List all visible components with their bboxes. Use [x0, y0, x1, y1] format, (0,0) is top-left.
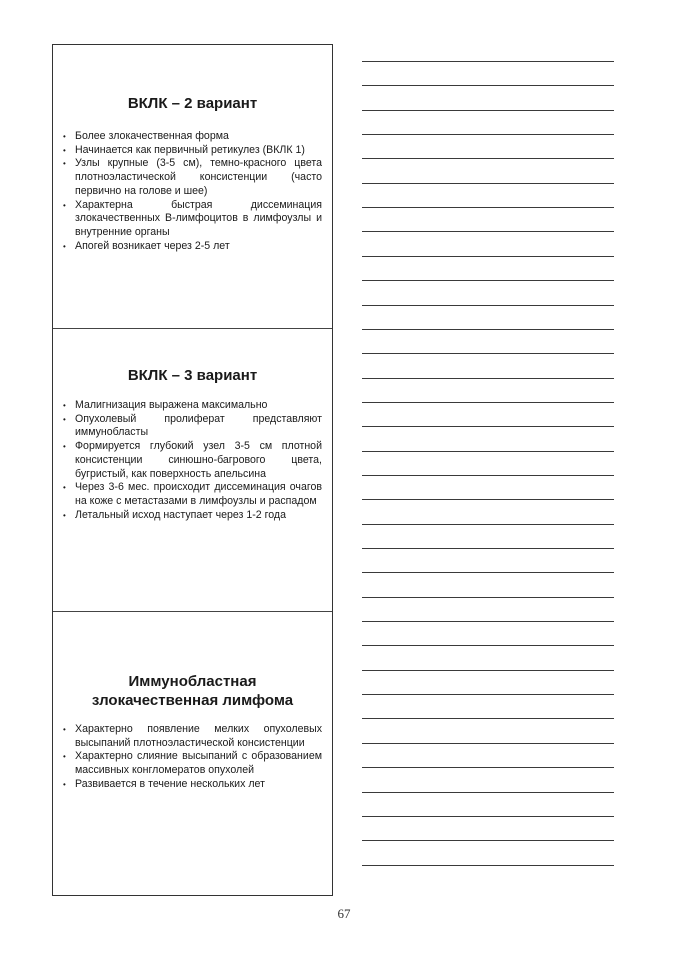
- note-line: [362, 743, 614, 744]
- note-line: [362, 378, 614, 379]
- list-item: • Формируется глубокий узел 3-5 см плотной консистенции синюшно-багрового цвета, бугристый, как поверхность апельсина: [63, 440, 322, 480]
- slides-column: [52, 44, 333, 896]
- notes-lines-area: [362, 0, 614, 900]
- slide-vklk-2: [53, 45, 332, 328]
- bullet-icon: •: [63, 442, 66, 452]
- note-line: [362, 110, 614, 111]
- list-item: • Малигнизация выражена максимально: [63, 399, 268, 411]
- note-line: [362, 548, 614, 549]
- note-line: [362, 451, 614, 452]
- list-item: • Характерно слияние высыпаний с образованием массивных конгломератов опухолей: [63, 750, 322, 777]
- note-line: [362, 426, 614, 427]
- note-line: [362, 524, 614, 525]
- list-item: • Через 3-6 мес. происходит диссеминация очагов на коже с метастазами в лимфоузлы и распадом: [63, 481, 322, 507]
- note-line: [362, 670, 614, 671]
- list-item: • Более злокачественная форма: [63, 130, 229, 142]
- note-line: [362, 816, 614, 817]
- note-line: [362, 694, 614, 695]
- bullet-icon: •: [63, 132, 66, 141]
- note-line: [362, 718, 614, 719]
- bullet-icon: •: [63, 483, 66, 493]
- note-line: [362, 280, 614, 281]
- note-line: [362, 792, 614, 793]
- note-line: [362, 353, 614, 354]
- bullet-icon: •: [63, 752, 66, 762]
- list-item: • Апогей возникает через 2-5 лет: [63, 239, 230, 252]
- note-line: [362, 475, 614, 476]
- list-item: • Начинается как первичный ретикулез (ВКЛК 1): [63, 143, 305, 156]
- note-line: [362, 61, 614, 62]
- note-line: [362, 329, 614, 330]
- slide-immunoblastic-lymphoma: [53, 611, 332, 895]
- slide-vklk-3: [53, 328, 332, 611]
- note-line: [362, 767, 614, 768]
- note-line: [362, 256, 614, 257]
- list-item: • Характерна быстрая диссеминация злокачественных В-лимфоцитов в лимфоузлы и внутренние органы: [63, 198, 322, 238]
- bullet-list: [53, 723, 332, 792]
- note-line: [362, 621, 614, 622]
- note-line: [362, 645, 614, 646]
- list-item: • Опухолевый пролиферат представляют иммунобласты: [63, 412, 322, 439]
- bullet-icon: •: [63, 145, 66, 155]
- bullet-icon: •: [63, 159, 66, 169]
- note-line: [362, 85, 614, 86]
- bullet-icon: •: [63, 241, 66, 251]
- note-line: [362, 134, 614, 135]
- note-line: [362, 865, 614, 866]
- note-line: [362, 572, 614, 573]
- bullet-list: [53, 130, 332, 253]
- note-line: [362, 597, 614, 598]
- page-number: 67: [337, 906, 351, 921]
- note-line: [362, 231, 614, 232]
- list-item: • Узлы крупные (3-5 см), темно-красного цвета плотноэластической консистенции (часто первично на голове и шее): [63, 157, 322, 197]
- note-line: [362, 207, 614, 208]
- slide-title: Иммунобластная злокачественная лимфома: [91, 673, 294, 709]
- bullet-icon: •: [63, 725, 66, 734]
- bullet-icon: •: [63, 510, 66, 520]
- note-line: [362, 158, 614, 159]
- note-line: [362, 840, 614, 841]
- slide-title: ВКЛК – 2 вариант: [127, 95, 258, 112]
- bullet-icon: •: [63, 779, 66, 789]
- bullet-icon: •: [63, 414, 66, 424]
- bullet-icon: •: [63, 200, 66, 210]
- list-item: • Развивается в течение нескольких лет: [63, 777, 265, 790]
- note-line: [362, 499, 614, 500]
- bullet-icon: •: [63, 401, 66, 410]
- slide-title: ВКЛК – 3 вариант: [127, 367, 258, 384]
- list-item: • Характерно появление мелких опухолевых высыпаний плотноэластической консистенции: [63, 723, 322, 749]
- note-line: [362, 305, 614, 306]
- note-line: [362, 402, 614, 403]
- bullet-list: [53, 399, 332, 522]
- note-line: [362, 183, 614, 184]
- list-item: • Летальный исход наступает через 1-2 года: [63, 508, 286, 521]
